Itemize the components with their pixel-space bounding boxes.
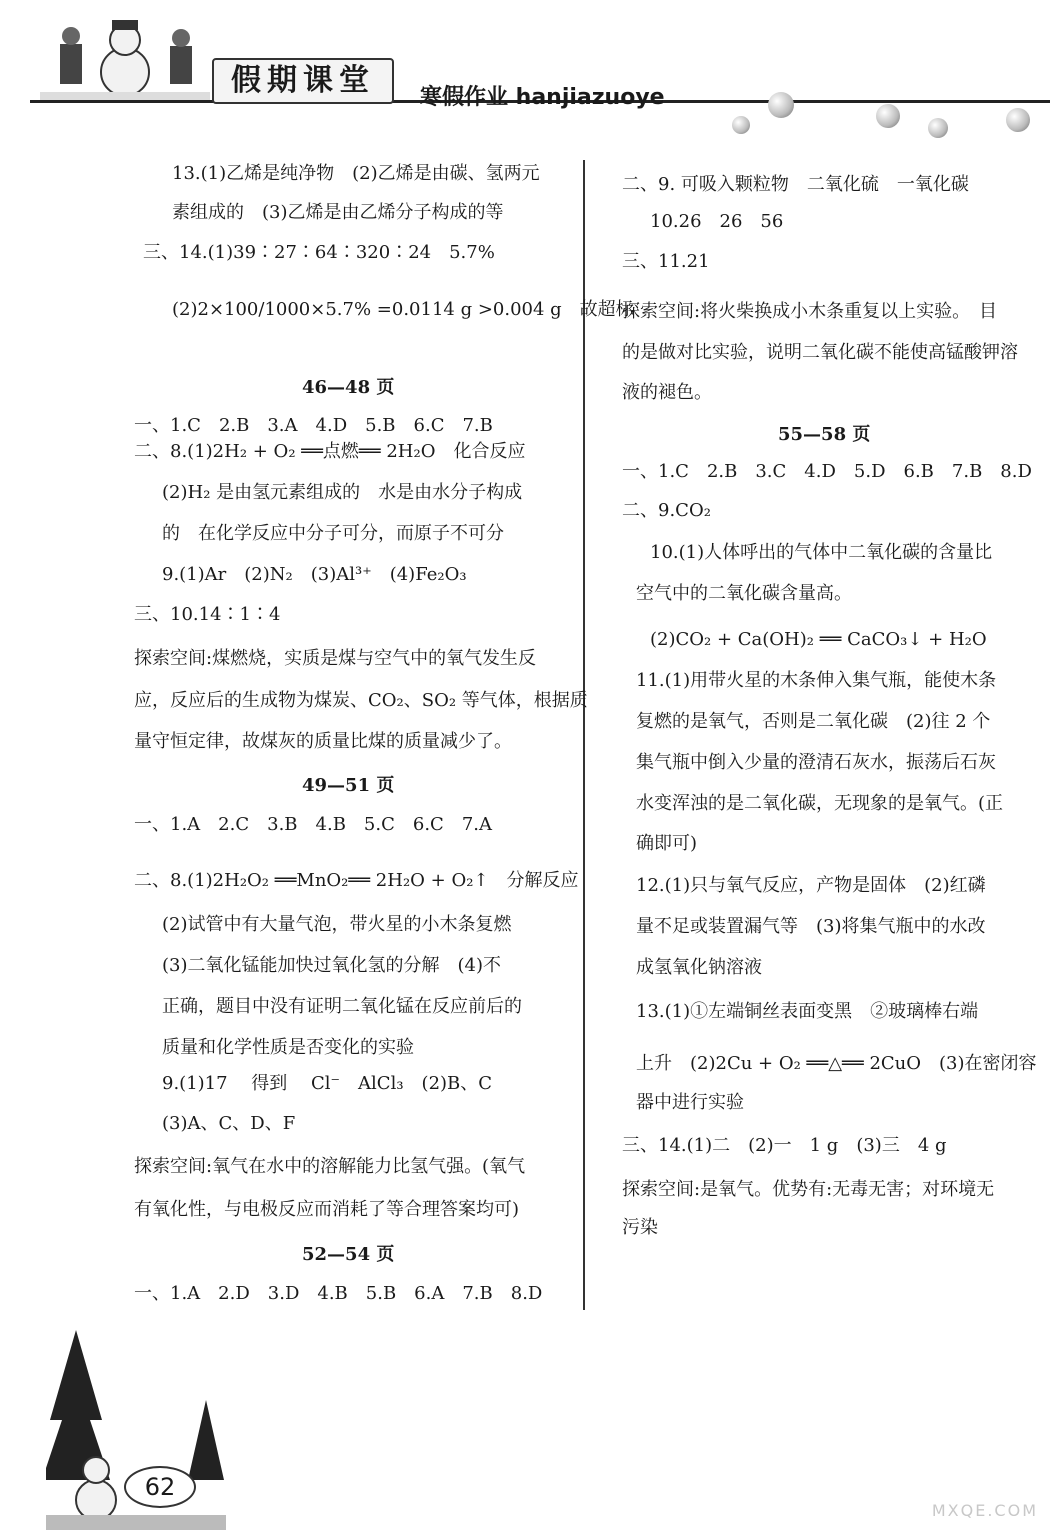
answer-line: 确即可) bbox=[636, 833, 698, 854]
answer-line: 量不足或装置漏气等 (3)将集气瓶中的水改 bbox=[636, 916, 986, 937]
answer-line: 一、1.C 2.B 3.C 4.D 5.D 6.B 7.B 8.D bbox=[622, 461, 1032, 482]
answer-line: 二、9. 可吸入颗粒物 二氧化硫 一氧化碳 bbox=[622, 174, 969, 195]
answer-line: 13.(1)①左端铜丝表面变黑 ②玻璃棒右端 bbox=[636, 1001, 979, 1022]
answer-line: 成氢氧化钠溶液 bbox=[636, 957, 762, 978]
answer-line: 9.(1)Ar (2)N₂ (3)Al³⁺ (4)Fe₂O₃ bbox=[162, 564, 467, 585]
answer-line: (3)二氧化锰能加快过氧化氢的分解 (4)不 bbox=[162, 955, 501, 976]
ornament-ball bbox=[1006, 108, 1030, 132]
ornament-ball bbox=[732, 116, 750, 134]
section-heading: 46—48 页 bbox=[302, 377, 395, 398]
answer-line: (2)试管中有大量气泡，带火星的小木条复燃 bbox=[162, 914, 512, 935]
answer-line: 污染 bbox=[622, 1217, 658, 1238]
section-heading: 49—51 页 bbox=[302, 775, 395, 796]
answer-line: (2)H₂ 是由氢元素组成的 水是由水分子构成 bbox=[162, 482, 523, 503]
answer-line: 探索空间:是氧气。优势有:无毒无害；对环境无 bbox=[622, 1179, 995, 1200]
page-number: 62 bbox=[124, 1466, 196, 1508]
ornament-ball bbox=[768, 92, 794, 118]
answer-line: 一、1.C 2.B 3.A 4.D 5.B 6.C 7.B bbox=[134, 415, 493, 436]
section-heading: 52—54 页 bbox=[302, 1244, 395, 1265]
answer-line: 复燃的是氧气，否则是二氧化碳 (2)往 2 个 bbox=[636, 711, 991, 732]
answer-line: 探索空间:氧气在水中的溶解能力比氢气强。(氧气 bbox=[134, 1156, 526, 1177]
answer-line: 素组成的 (3)乙烯是由乙烯分子构成的等 bbox=[172, 202, 504, 223]
answer-line: 二、8.(1)2H₂O₂ ══MnO₂══ 2H₂O + O₂↑ 分解反应 bbox=[134, 870, 579, 891]
answer-line: 有氧化性，与电极反应而消耗了等合理答案均可) bbox=[134, 1199, 520, 1220]
answer-line: 探索空间:煤燃烧，实质是煤与空气中的氧气发生反 bbox=[134, 648, 537, 669]
answer-line: 上升 (2)2Cu + O₂ ══△══ 2CuO (3)在密闭容 bbox=[636, 1053, 1037, 1074]
answer-line: 二、8.(1)2H₂ + O₂ ══点燃══ 2H₂O 化合反应 bbox=[134, 441, 526, 462]
answer-line: 的是做对比实验，说明二氧化碳不能使高锰酸钾溶 bbox=[622, 342, 1018, 363]
answer-line: 10.(1)人体呼出的气体中二氧化碳的含量比 bbox=[650, 542, 993, 563]
snowman-kids-illustration bbox=[40, 14, 210, 100]
answer-line: (2)CO₂ + Ca(OH)₂ ══ CaCO₃↓ + H₂O bbox=[650, 629, 987, 650]
answer-line: 液的褪色。 bbox=[622, 382, 712, 403]
answer-line: 11.(1)用带火星的木条伸入集气瓶，能使木条 bbox=[636, 670, 997, 691]
answer-line: 12.(1)只与氧气反应，产物是固体 (2)红磷 bbox=[636, 875, 986, 896]
answer-line: 13.(1)乙烯是纯净物 (2)乙烯是由碳、氢两元 bbox=[172, 163, 540, 184]
answer-line: 空气中的二氧化碳含量高。 bbox=[636, 583, 852, 604]
answer-line: 应，反应后的生成物为煤炭、CO₂、SO₂ 等气体，根据质 bbox=[134, 690, 588, 711]
answer-line: 质量和化学性质是否变化的实验 bbox=[162, 1037, 414, 1058]
column-divider bbox=[583, 160, 585, 1310]
answer-line: 一、1.A 2.D 3.D 4.B 5.B 6.A 7.B 8.D bbox=[134, 1283, 543, 1304]
answer-line: 10.26 26 56 bbox=[650, 211, 784, 232]
answer-line: 正确，题目中没有证明二氧化锰在反应前后的 bbox=[162, 996, 522, 1017]
header-badge: 假期课堂 bbox=[212, 58, 394, 104]
answer-line: (2)2×100/1000×5.7% =0.0114 g >0.004 g 故超标 bbox=[172, 299, 634, 320]
answer-line: 三、14.(1)39∶27∶64∶320∶24 5.7% bbox=[143, 242, 495, 263]
answer-line: 集气瓶中倒入少量的澄清石灰水，振荡后石灰 bbox=[636, 752, 996, 773]
ornament-ball bbox=[928, 118, 948, 138]
header-subtitle: 寒假作业 hanjiazuoye bbox=[420, 85, 665, 110]
answer-line: 器中进行实验 bbox=[636, 1092, 744, 1113]
answer-line: 三、14.(1)二 (2)一 1 g (3)三 4 g bbox=[622, 1135, 947, 1156]
answer-line: 的 在化学反应中分子可分，而原子不可分 bbox=[162, 523, 504, 544]
answer-line: 9.(1)17 得到 Cl⁻ AlCl₃ (2)B、C bbox=[162, 1073, 493, 1094]
ornament-ball bbox=[876, 104, 900, 128]
site-watermark: MXQE.COM bbox=[931, 1501, 1038, 1520]
section-heading: 55—58 页 bbox=[778, 424, 871, 445]
answer-line: 二、9.CO₂ bbox=[622, 500, 711, 521]
answer-line: 一、1.A 2.C 3.B 4.B 5.C 6.C 7.A bbox=[134, 814, 492, 835]
answer-line: 水变浑浊的是二氧化碳，无现象的是氧气。(正 bbox=[636, 793, 1004, 814]
answer-line: 探索空间:将火柴换成小木条重复以上实验。 目 bbox=[622, 301, 998, 322]
answer-line: 量守恒定律，故煤灰的质量比煤的质量减少了。 bbox=[134, 731, 512, 752]
answer-line: 三、10.14∶1∶4 bbox=[134, 604, 281, 625]
answer-line: (3)A、C、D、F bbox=[162, 1113, 296, 1134]
answer-line: 三、11.21 bbox=[622, 251, 710, 272]
